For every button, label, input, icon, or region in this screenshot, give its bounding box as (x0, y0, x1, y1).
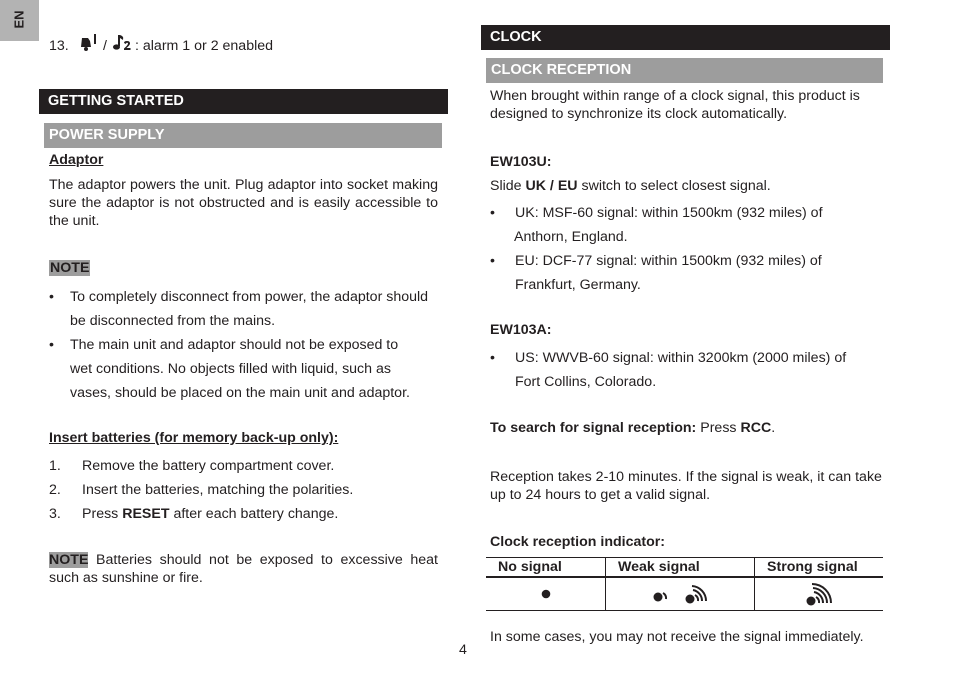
note-bullets (49, 285, 444, 405)
indicator-header-row (486, 558, 883, 578)
language-tab (0, 0, 39, 41)
clock-intro: When brought within range of a clock signal, this product is designed to synchronize its clock automatically. (490, 88, 860, 122)
clock-reception-heading: CLOCK RECEPTION (486, 58, 883, 83)
strong-signal-header: Strong signal (755, 558, 884, 578)
clock-heading: CLOCK (481, 25, 890, 50)
note-bullet-2-line-1: The main unit and adaptor should not be exposed to (70, 337, 399, 353)
uk-signal-item: • UK: MSF-60 signal: within 1500km (932 miles) of Anthorn, England. (490, 205, 823, 245)
language-label: EN (11, 10, 27, 29)
note-2-label: NOTE (49, 552, 89, 568)
getting-started-heading: GETTING STARTED (39, 89, 448, 114)
note-bullet-2-line-2: wet conditions. No objects filled with liquid, such as (70, 361, 391, 377)
alarm-1-icon (79, 34, 99, 54)
no-signal-cell (486, 577, 606, 611)
battery-note (49, 551, 438, 587)
alarm-enabled-item (49, 34, 439, 58)
eu-signal-item: • EU: DCF-77 signal: within 1500km (932 miles) of Frankfurt, Germany. (490, 253, 822, 293)
item-separator: / (103, 38, 107, 54)
item-number: 13. (49, 38, 69, 54)
batteries-heading: Insert batteries (for memory back-up only): (49, 430, 339, 446)
bullet-glyph: • (49, 289, 54, 305)
us-signal-item: • US: WWVB-60 signal: within 3200km (2000 miles) of Fort Collins, Colorado. (490, 350, 847, 390)
weak-signal-header: Weak signal (606, 558, 755, 578)
weak-signal-cell (606, 577, 755, 611)
search-instruction: To search for signal reception: Press RCC. (490, 420, 776, 436)
battery-step-2: 2. Insert the batteries, matching the polarities. (49, 482, 354, 498)
adaptor-text: The adaptor powers the unit. Plug adaptor into socket making sure the adaptor is not obstructed and is easily accessible to the unit. (49, 177, 438, 229)
indicator-heading: Clock reception indicator: (490, 534, 666, 550)
uk-eu-switch-label: UK / EU (525, 178, 578, 194)
reset-key: RESET (122, 506, 170, 522)
page-number: 4 (459, 642, 467, 658)
strong-signal-cell (755, 577, 884, 611)
battery-step-1: 1. Remove the battery compartment cover. (49, 458, 335, 474)
note-label: NOTE (50, 260, 90, 276)
footer-note: In some cases, you may not receive the signal immediately. (490, 629, 864, 645)
note-2-text: Batteries should not be exposed to excessive heat such as sunshine or fire. (49, 552, 438, 586)
note-bullet-1-line-1: To completely disconnect from power, the adaptor should (70, 289, 429, 305)
ew103a-heading: EW103A: (490, 322, 552, 338)
weak-signal-icon-mid (685, 586, 707, 602)
reception-indicator-table (486, 557, 883, 611)
strong-signal-icon (806, 586, 832, 602)
battery-steps (49, 454, 444, 526)
note-bullet-1-line-2: be disconnected from the mains. (70, 313, 276, 329)
power-supply-heading: POWER SUPPLY (44, 123, 442, 148)
no-signal-icon (540, 586, 552, 602)
battery-step-3: 3. Press RESET after each battery change. (49, 506, 339, 522)
slide-instruction: Slide UK / EU switch to select closest signal. (490, 178, 771, 194)
weak-signal-icon-low (653, 586, 675, 602)
reception-time-text: Reception takes 2-10 minutes. If the signal is weak, it can take up to 24 hours to get a valid signal. (490, 469, 882, 503)
no-signal-header: No signal (486, 558, 606, 578)
note-bullet-2-line-3: vases, should be placed on the main unit and adaptor. (70, 385, 410, 401)
note-bullet-2 (49, 333, 444, 405)
rcc-key: RCC (740, 420, 772, 436)
ew103u-signals (490, 201, 885, 297)
alarm-2-icon (112, 34, 134, 54)
bullet-glyph: • (49, 337, 54, 353)
adaptor-heading: Adaptor (49, 152, 104, 168)
alarm-item-text: : alarm 1 or 2 enabled (135, 38, 274, 54)
indicator-icon-row (486, 577, 883, 611)
note-bullet-1 (49, 285, 444, 333)
ew103u-heading: EW103U: (490, 154, 552, 170)
